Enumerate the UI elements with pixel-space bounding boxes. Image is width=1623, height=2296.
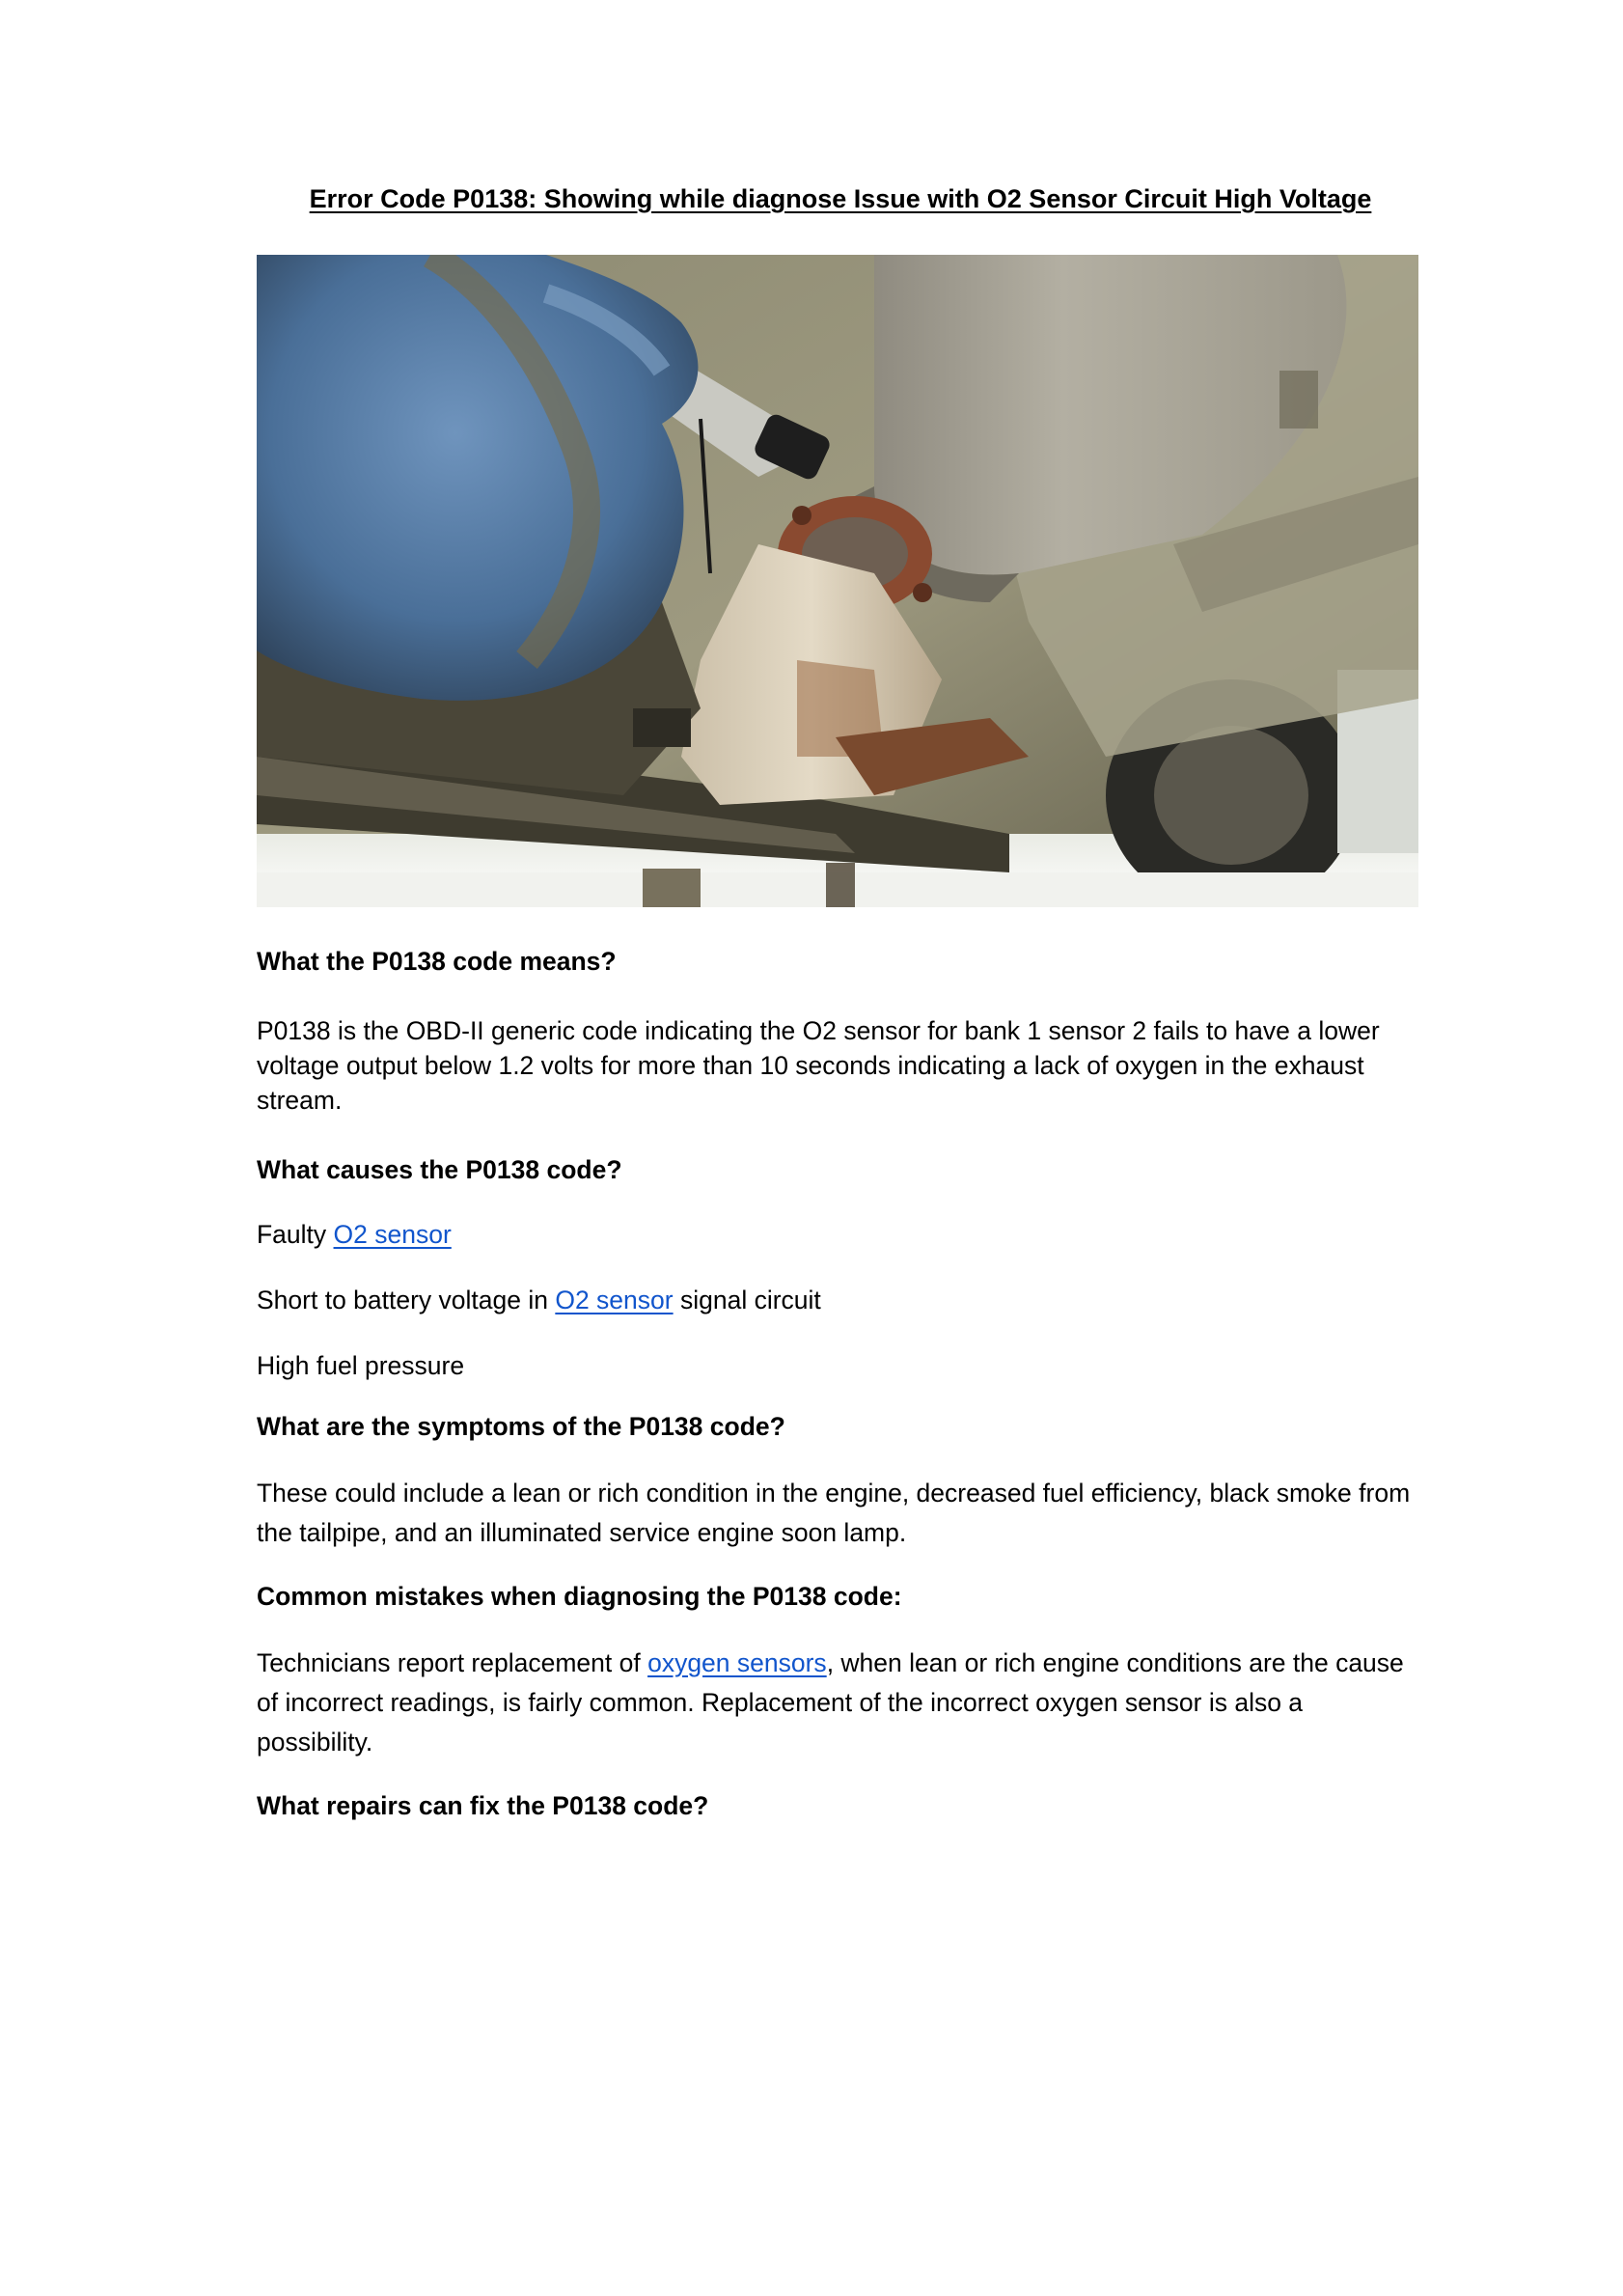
heading-symptoms: What are the symptoms of the P0138 code?	[257, 1412, 785, 1441]
paragraph-symptoms: These could include a lean or rich condition in the engine, decreased fuel efficiency, black smoke from the tailpipe, and an illuminated service engine soon lamp.	[257, 1479, 1411, 1547]
page-title: Error Code P0138: Showing while diagnose Issue with O2 Sensor Circuit High Voltage	[309, 184, 1372, 213]
oxygen-sensors-link[interactable]: oxygen sensors	[647, 1648, 827, 1677]
heading-causes: What causes the P0138 code?	[257, 1155, 622, 1184]
cause-item-faulty-sensor-text: Faulty	[257, 1220, 334, 1249]
o2-sensor-link-2[interactable]: O2 sensor	[555, 1286, 674, 1314]
heading-mistakes: Common mistakes when diagnosing the P0138 code:	[257, 1582, 902, 1611]
undercarriage-photo	[257, 255, 1418, 907]
paragraph-mistakes	[257, 1644, 1424, 1762]
cause-item-short-circuit	[257, 1283, 1424, 1317]
cause-item-fuel-pressure: High fuel pressure	[257, 1351, 465, 1380]
heading-means: What the P0138 code means?	[257, 947, 617, 976]
o2-sensor-link[interactable]: O2 sensor	[333, 1220, 452, 1249]
cause-item-faulty-sensor	[257, 1217, 1424, 1252]
cause-item-short-circuit-suffix: signal circuit	[673, 1286, 821, 1314]
vehicle-undercarriage-exhaust-photo	[257, 255, 1418, 907]
article-body	[257, 944, 1424, 1823]
cause-item-short-circuit-prefix: Short to battery voltage in	[257, 1286, 556, 1314]
paragraph-mistakes-prefix: Technicians report replacement of	[257, 1648, 648, 1677]
heading-repairs: What repairs can fix the P0138 code?	[257, 1791, 709, 1820]
paragraph-mistakes-suffix: , when lean or rich engine conditions are the cause of incorrect readings, is fairly common. Replacement of the incorrect oxygen sensor is also a possibility.	[257, 1648, 1404, 1757]
paragraph-means: P0138 is the OBD-II generic code indicating the O2 sensor for bank 1 sensor 2 fails to have a lower voltage output below 1.2 volts for more than 10 seconds indicating a lack of oxygen in the exhaust stream.	[257, 1016, 1380, 1115]
